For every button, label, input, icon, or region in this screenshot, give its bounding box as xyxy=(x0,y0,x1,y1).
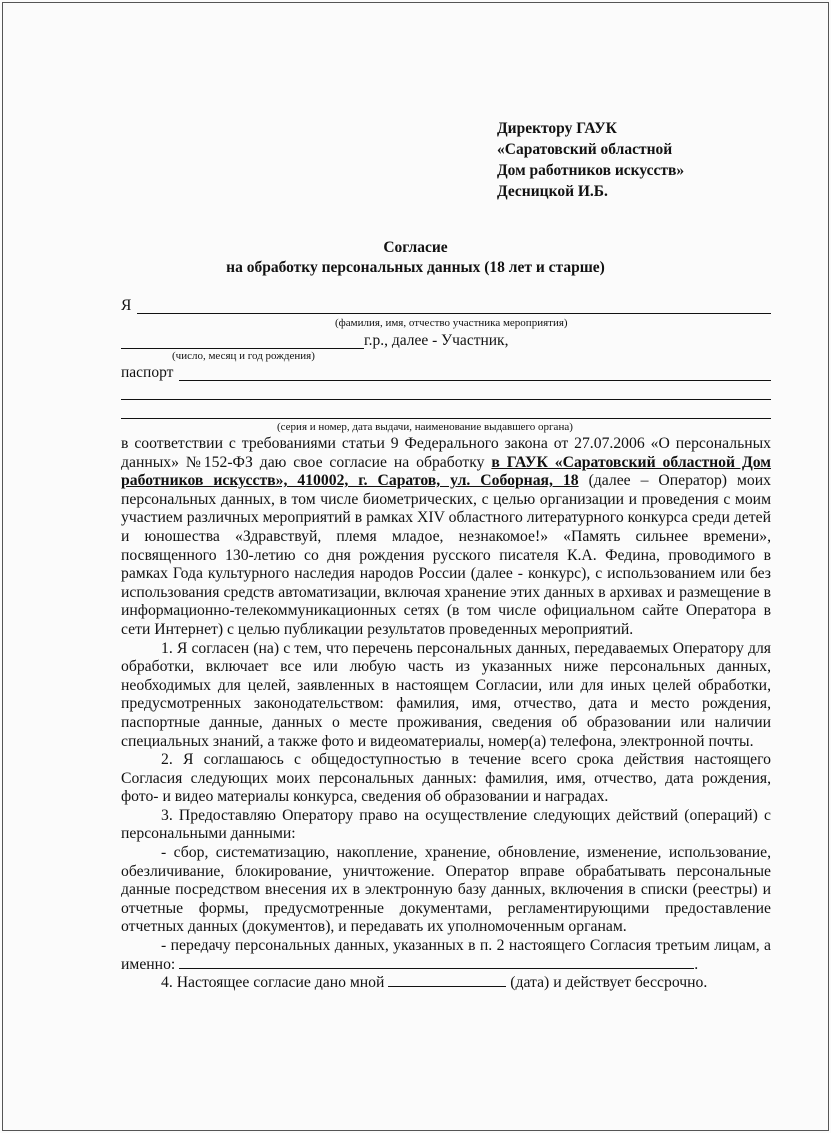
addressee-block xyxy=(497,118,684,202)
document-subtitle: на обработку персональных данных (18 лет и старше) xyxy=(226,259,605,276)
transfer-end: . xyxy=(694,955,699,973)
intro-text-end: (далее – Оператор) моих персональных данных, в том числе биометрических, с целью организации и проведения с моим участием различных мероприятий в рамках XIV областного литературного конкурса среди детей и юношества «Здравствуй, племя младое, незнакомое!» «Память сильнее времени», посвященного 130-летию со дня рождения русского писателя К.А. Федина, проводимого в рамках Года культурного наследия народов России (далее - конкурс), с использованием или без использования средств автоматизации, включая хранение этих данных в архивах и размещение в информационно-телекоммуникационных сетях (в том числе официальном сайте Оператора в сети Интернет) с целью публикации результатов проведенных мероприятий. xyxy=(121,472,772,638)
transfer-text: - передачу персональных данных, указанных в п. 2 настоящего Согласия третьим лицам, а именно: xyxy=(121,937,771,973)
passport-label: паспорт xyxy=(121,364,174,381)
addressee-line: «Саратовский областной xyxy=(497,141,673,158)
paragraph-3: 3. Предоставляю Оператору право на осуществление следующих действий (операций) с персональными данными: xyxy=(121,806,771,843)
addressee-line: Директору ГАУК xyxy=(497,120,617,137)
passport-field-3[interactable] xyxy=(121,418,771,419)
year-suffix: г.р., далее - Участник, xyxy=(364,332,509,349)
fio-field[interactable] xyxy=(137,313,771,314)
date-text-end: (дата) и действует бессрочно. xyxy=(510,974,708,992)
paragraph-2: 2. Я соглашаюсь с общедоступностью в течение всего срока действия настоящего Согласия следующих моих персональных данных: фамилия, имя, отчество, дата рождения, фото- и видео материалы конкурса, сведения об образовании и наградах. xyxy=(121,751,771,806)
dob-field[interactable] xyxy=(121,348,364,349)
i-label: Я xyxy=(121,297,132,314)
passport-caption: (серия и номер, дата выдачи, наименование выдавшего органа) xyxy=(277,421,573,433)
date-field[interactable] xyxy=(388,974,506,987)
paragraph-3-transfer xyxy=(121,937,771,974)
addressee-line: Десницкой И.Б. xyxy=(497,183,608,200)
dob-caption: (число, месяц и год рождения) xyxy=(172,350,315,362)
addressee-line: Дом работников искусств» xyxy=(497,162,685,179)
consent-body xyxy=(121,435,771,993)
document-title: Согласие xyxy=(383,239,448,256)
date-text: 4. Настоящее согласие дано мной xyxy=(161,974,385,992)
paragraph-1: 1. Я согласен (на) с тем, что перечень персональных данных, передаваемых Оператору для обработки, включает все или любую часть из указанных ниже персональных данных, необходимых для целей, заявленных в настоящем Согласии, или для иных целей обработки, предусмотренных законодательством: фамилия, имя, отчество, дата и место рождения, паспортные данные, данных о месте проживания, сведения об образовании или наличии специальных знаний, а также фото и видеоматериалы, номер(а) телефона, электронной почты. xyxy=(121,639,771,750)
passport-field-2[interactable] xyxy=(121,399,771,400)
third-parties-field[interactable] xyxy=(179,956,694,969)
paragraph-4 xyxy=(121,974,771,993)
paragraph-intro xyxy=(121,435,771,640)
paragraph-3-actions: - сбор, систематизацию, накопление, хранение, обновление, изменение, использование, обезличивание, блокирование, уничтожение. Оператор вправе обрабатывать персональные данные посредством внесения их в электронную базу данных, включения в списки (реестры) и отчетные формы, предусмотренные документами, регламентирующими предоставление отчетных данных (документов), и передавать их уполномоченным органам. xyxy=(121,844,771,936)
fio-caption: (фамилия, имя, отчество участника мероприятия) xyxy=(335,317,568,329)
passport-field-1[interactable] xyxy=(179,380,771,381)
operator-name: в ГАУК «Саратовский областной Дом работников искусств», 410002, г. Саратов, ул. Соборная, 18 xyxy=(121,453,771,490)
intro-text: в соответствии с требованиями статьи 9 Федерального закона от 27.07.2006 «О персональных данных» №152-ФЗ даю свое согласие на обработку xyxy=(121,435,771,471)
